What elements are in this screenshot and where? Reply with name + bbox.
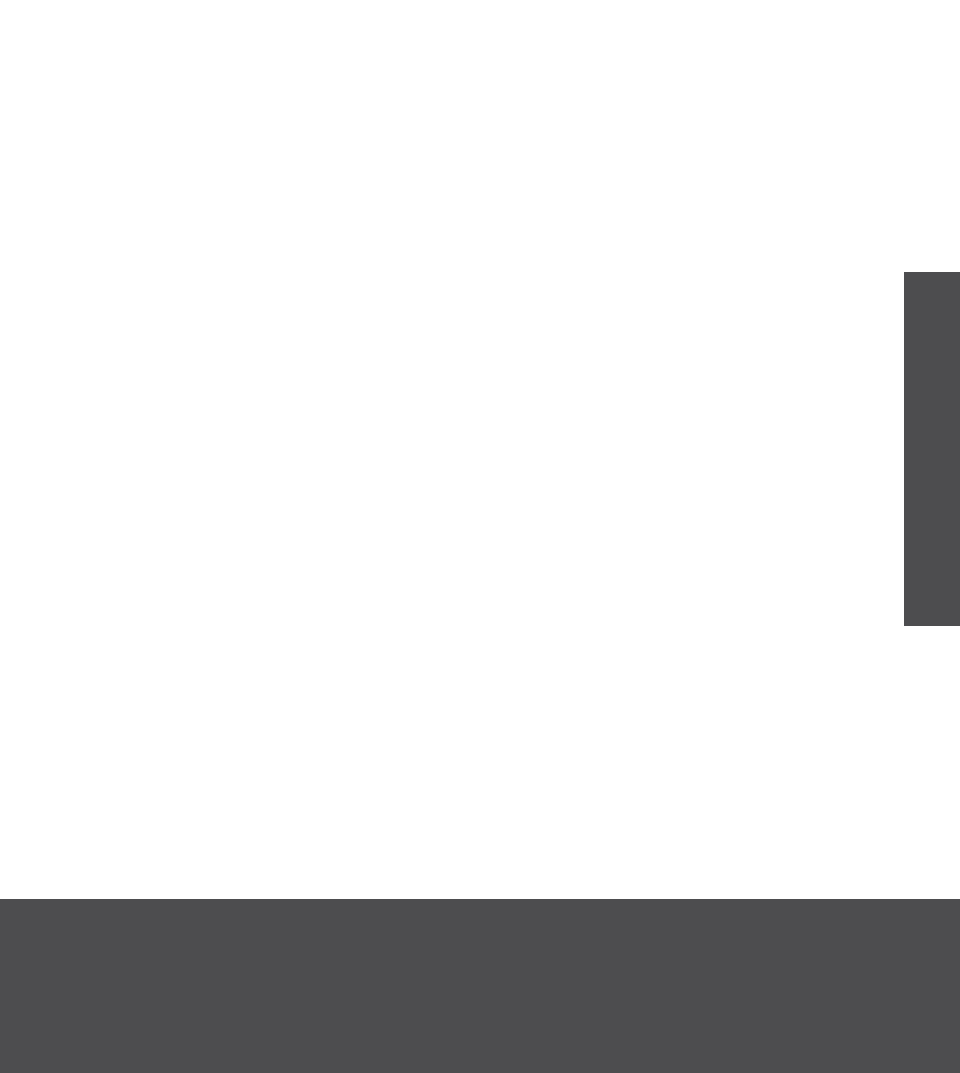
footer-decorative-slashes [0,899,860,1073]
chapter-side-tab [904,272,960,626]
top-decorative-slashes [0,0,960,24]
page-footer [0,899,960,1073]
